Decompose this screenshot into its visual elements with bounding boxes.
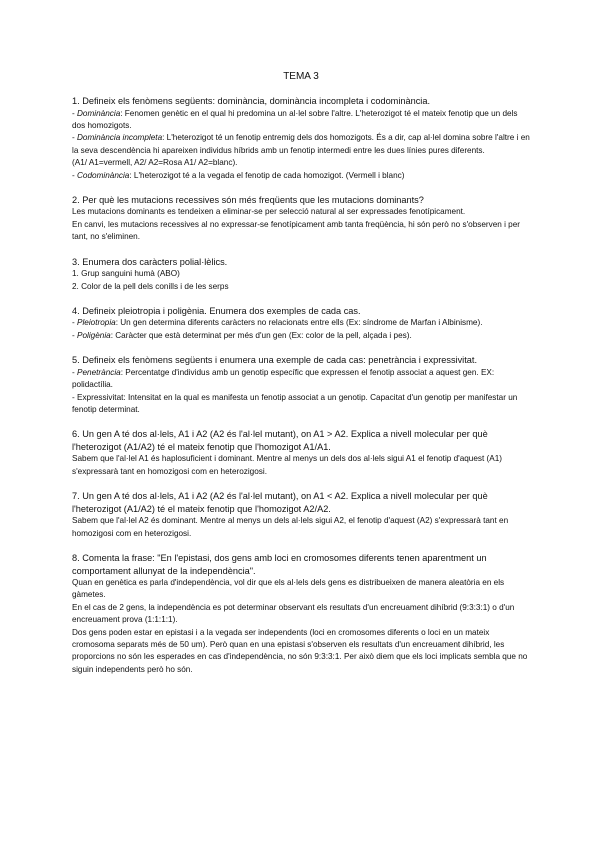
list-item: 1. Grup sanguini humà (ABO) — [72, 269, 180, 279]
definition-expressivitat: - Expressivitat: Intensitat en la qual es manifesta un fenotip associat a un genotip. Capacitat d'un genotip per manifestar un fenotip determinat. — [72, 392, 518, 414]
text-penetrancia: : Percentatge d'individus amb un genotip específic que expressen el fenotip associat a aquest gen. EX: polidactília. — [72, 367, 495, 390]
definition-codominancia: - Codominància: L'heterozigot té a la vegada el fenotip de cada homozigot. (Vermell i blanc) — [72, 170, 405, 180]
answer-2-paragraph-2: En canvi, les mutacions recessives al no expressar-se fenotípicament amb tanta freqüència, hi són però no s'observen i per tant, no s'eliminen. — [72, 219, 521, 242]
question-7 — [72, 490, 530, 540]
question-5-heading: 5. Defineix els fenòmens següents i enumera una exemple de cada cas: penetrància i expressivitat. — [72, 355, 477, 366]
answer-8-paragraph-3: Dos gens poden estar en epistasi i a la vegada ser independents (loci en cromosomes diferents o loci en un mateix cromosoma separats més de 50 um). Però quan en una epistasi s'observen els resultats d'un encreuament dihíbrid, les proporcions no són les esperades en cas d'independència, no són 9:3:3:1. Per això diem que els loci implicats sembla que no siguin independents però ho són. — [72, 627, 528, 674]
definition-poligenia: - Poligènia: Caràcter que està determinat per més d'un gen (Ex: color de la pell, alçada i pes). — [72, 330, 412, 340]
definition-pleiotropia: - Pleiotropia: Un gen determina diferents caràcters no relacionats entre ells (Ex: síndrome de Marfan i Albinisme). — [72, 318, 483, 328]
definition-dominancia: - Dominància: Fenomen genètic en el qual hi predomina un al·lel sobre l'altre. L'heterozigot té el mateix fenotip que un dels dos homozigots. — [72, 108, 518, 130]
answer-7-paragraph: Sabem que l'al·lel A2 és dominant. Mentre al menys un dels al·lels sigui A2, el fenotip d'aquest (A2) s'expressarà tant en homozigosi com en heterozigosi. — [72, 516, 509, 538]
text-dominancia: : Fenomen genètic en el qual hi predomina un al·lel sobre l'altre. L'heterozigot té el mateix fenotip que un dels dos homozigots. — [72, 108, 518, 130]
definition-penetrancia: - Penetrància: Percentatge d'individus amb un genotip específic que expressen el fenotip associat a aquest gen. EX: polidactília. — [72, 367, 495, 390]
list-item: 2. Color de la pell dels conills i de les serps — [72, 281, 229, 291]
question-6 — [72, 428, 530, 478]
answer-8-paragraph-1: Quan en genètica es parla d'independència, vol dir que els al·lels dels gens es distribueixen de manera aleatòria en els gàmetes. — [72, 578, 505, 600]
term-dominancia-incompleta: Dominància incompleta — [77, 133, 163, 143]
question-2 — [72, 194, 530, 244]
example-line: (A1/ A1=vermell, A2/ A2=Rosa A1/ A2=blanc). — [72, 158, 238, 168]
document-page — [72, 70, 530, 676]
document-title: TEMA 3 — [283, 71, 319, 82]
text-codominancia: : L'heterozigot té a la vegada el fenotip de cada homozigot. (Vermell i blanc) — [129, 170, 405, 180]
term-pleiotropia: Pleiotropia — [77, 318, 116, 328]
term-poligenia: Poligènia — [77, 330, 111, 340]
question-3-heading: 3. Enumera dos caràcters polial·lèlics. — [72, 256, 228, 267]
question-2-heading: 2. Per què les mutacions recessives són més freqüents que les mutacions dominants? — [72, 194, 424, 205]
question-5 — [72, 354, 530, 416]
term-penetrancia: Penetrància — [77, 367, 121, 377]
question-4 — [72, 305, 530, 342]
question-7-heading: 7. Un gen A té dos al·lels, A1 i A2 (A2 és l'al·lel mutant), on A1 < A2. Explica a nivell molecular per què l'heterozigot (A1/A2) té el mateix fenotip que l'homozigot A2/A2. — [72, 491, 488, 514]
definition-dominancia-incompleta: - Dominància incompleta: L'heterozigot té un fenotip entremig dels dos homozigots. És a dir, cap al·lel domina sobre l'altre i en la seva descendència hi apareixen individus híbrids amb un fenotip intermedi entre les dues línies pures diferents. — [72, 133, 530, 155]
term-dominancia: Dominància — [77, 108, 121, 118]
answer-8-paragraph-2: En el cas de 2 gens, la independència es pot determinar observant els resultats d'un encreuament dihíbrid (9:3:3:1) o d'un encreuament prova (1:1:1:1). — [72, 602, 515, 625]
question-1 — [72, 95, 530, 182]
question-1-heading: 1. Defineix els fenòmens següents: dominància, dominància incompleta i codominància. — [72, 96, 431, 106]
text-pleiotropia: : Un gen determina diferents caràcters no relacionats entre ells (Ex: síndrome de Marfan i Albinisme). — [115, 318, 483, 328]
text-poligenia: : Caràcter que està determinat per més d'un gen (Ex: color de la pell, alçada i pes). — [110, 330, 412, 340]
question-8 — [72, 552, 530, 676]
question-4-heading: 4. Defineix pleiotropia i poligènia. Enumera dos exemples de cada cas. — [72, 305, 361, 316]
question-3 — [72, 256, 530, 293]
term-codominancia: Codominància — [77, 170, 130, 180]
answer-2-paragraph-1: Les mutacions dominants es tendeixen a eliminar-se per selecció natural al ser expressades fenotípicament. — [72, 207, 466, 217]
answer-6-paragraph: Sabem que l'al·lel A1 és haplosuficient i dominant. Mentre al menys un dels dos al·lels sigui A1 el fenotip d'aquest (A1) s'expressarà tant en homozigosi com en heterozigosi. — [72, 454, 503, 476]
question-6-heading: 6. Un gen A té dos al·lels, A1 i A2 (A2 és l'al·lel mutant), on A1 > A2. Explica a nivell molecular per què l'heterozigot (A1/A2) té el mateix fenotip que l'homozigot A1/A1. — [72, 429, 488, 452]
question-8-heading: 8. Comenta la frase: "En l'epistasi, dos gens amb loci en cromosomes diferents tenen aparentment un comportament allunyat de la independència". — [72, 553, 487, 576]
text-dominancia-incompleta: : L'heterozigot té un fenotip entremig dels dos homozigots. És a dir, cap al·lel domina sobre l'altre i en la seva descendència hi apareixen individus híbrids amb un fenotip intermedi entre les dues línies pures diferents. — [72, 133, 530, 155]
